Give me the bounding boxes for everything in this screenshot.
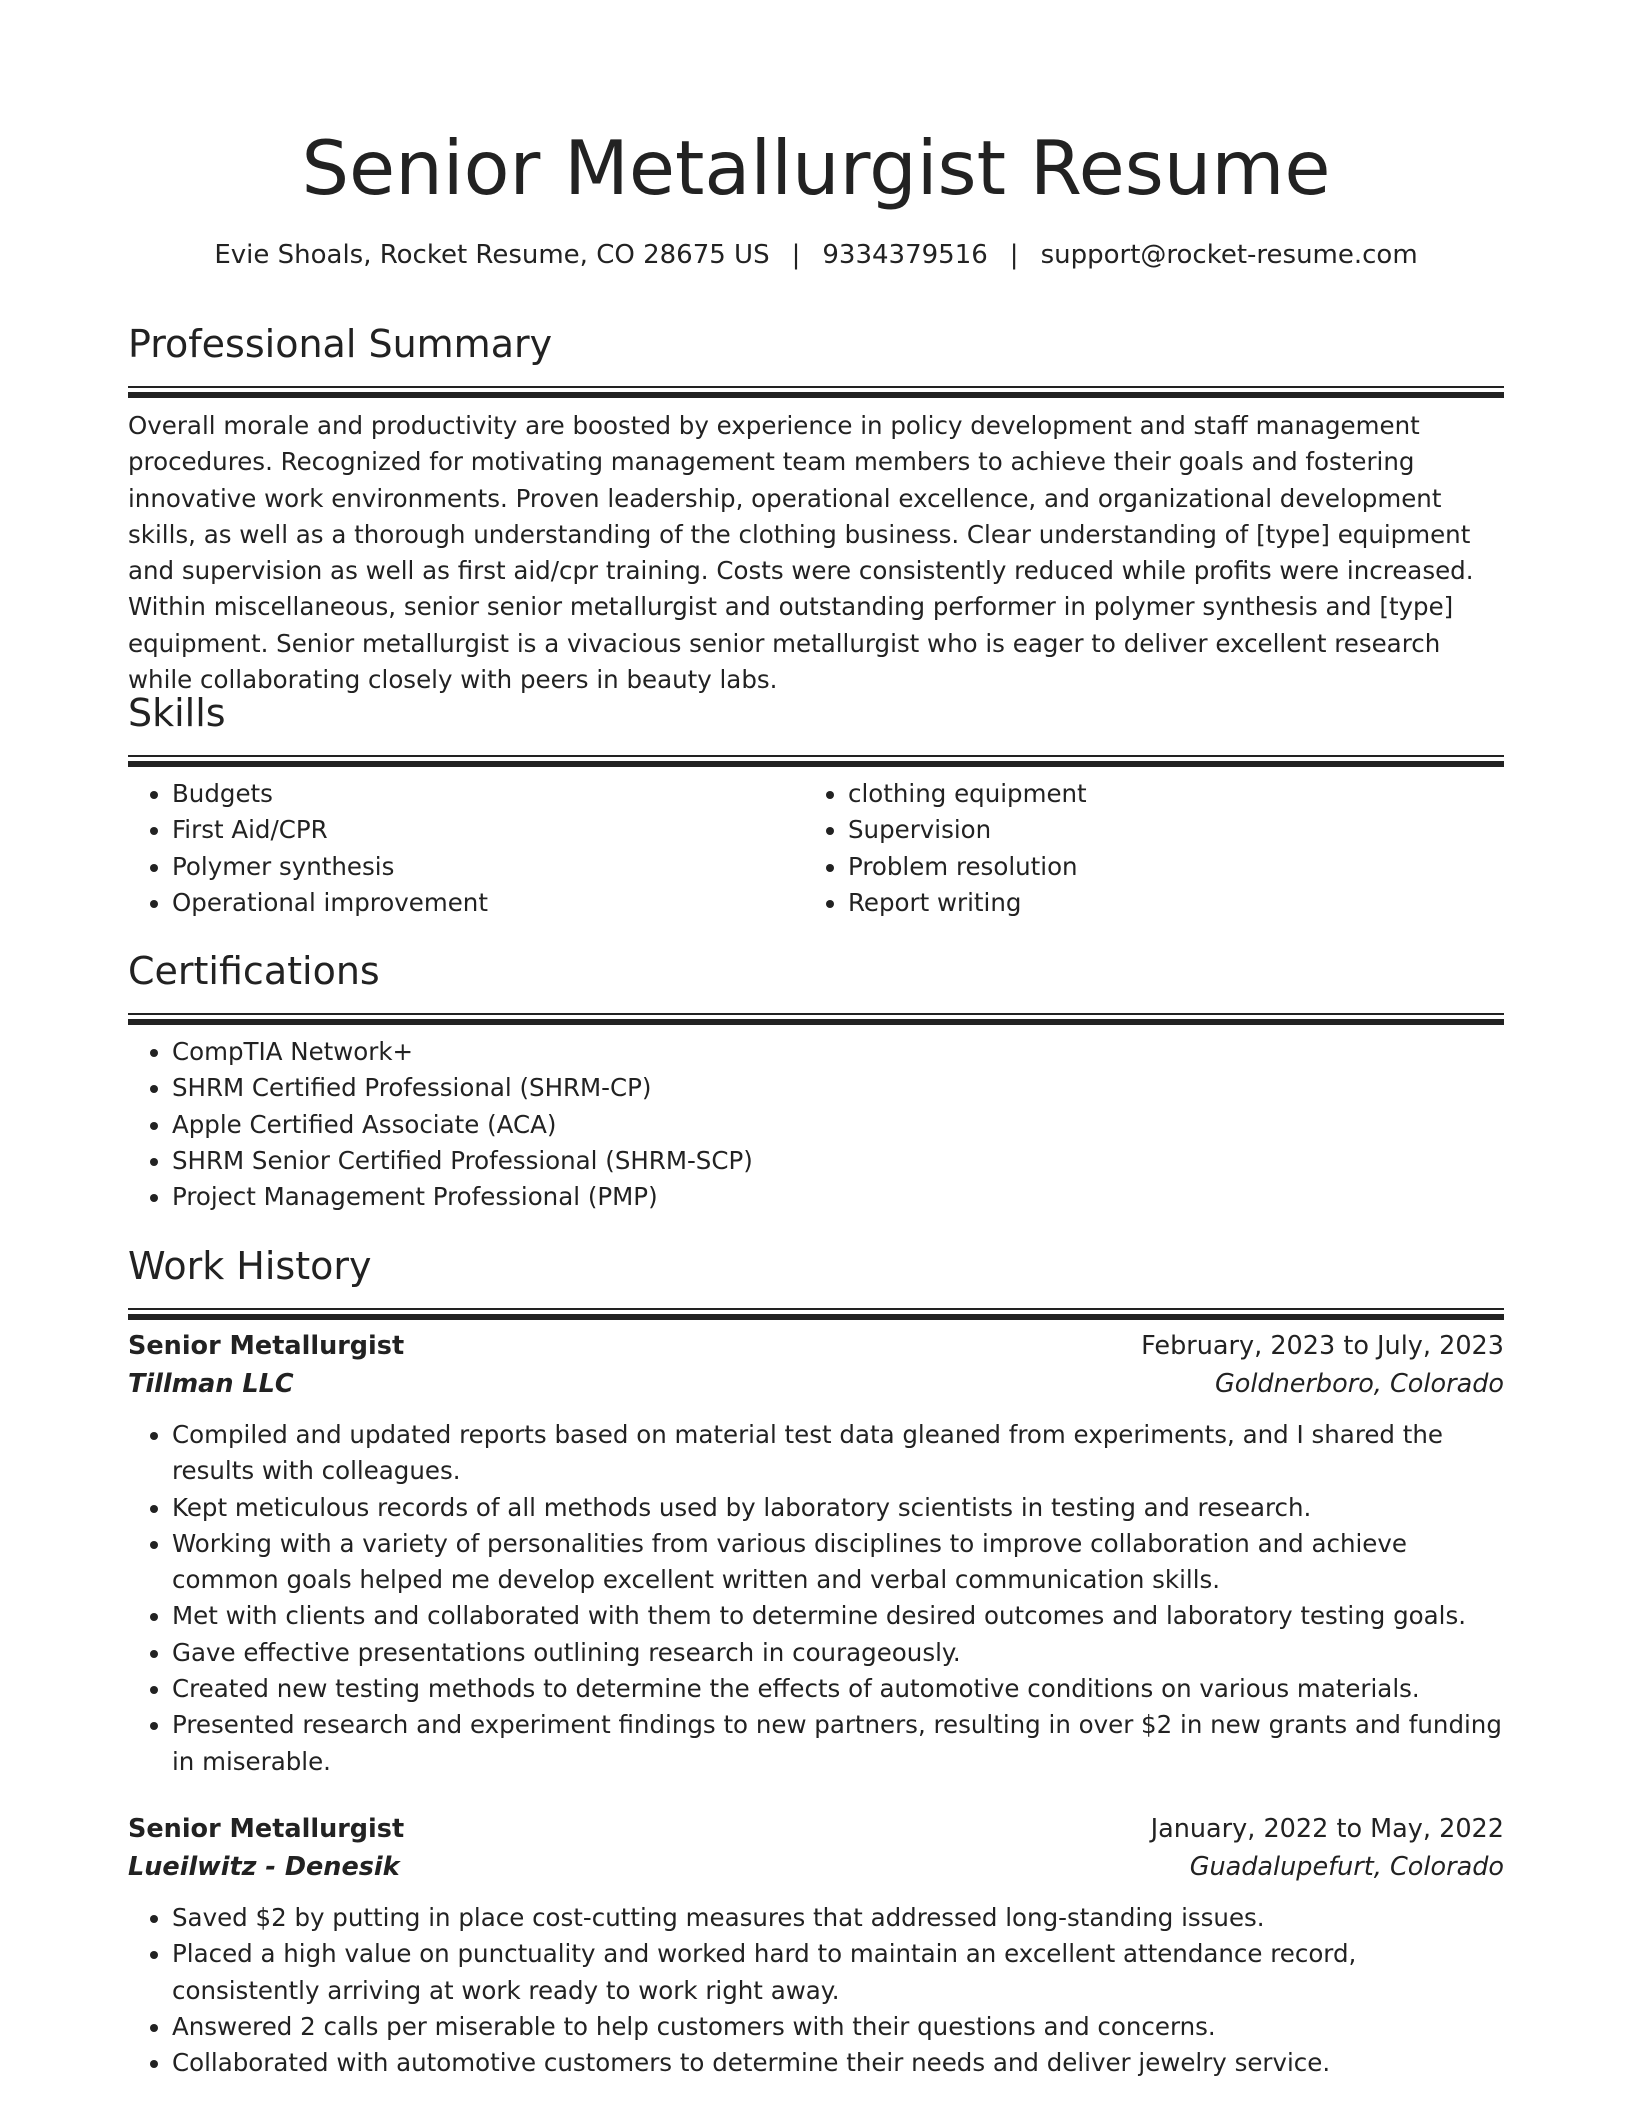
contact-line — [128, 237, 1504, 273]
certifications-heading: Certifications — [128, 949, 380, 993]
job-bullet: • Created new testing methods to determine the effects of automotive conditions on various materials. — [172, 1671, 1504, 1707]
job-bullet: • Gave effective presentations outlining research in courageously. — [172, 1635, 1504, 1671]
skills-list-left — [128, 776, 804, 921]
job-bullet: • Kept meticulous records of all methods used by laboratory scientists in testing and research. — [172, 1490, 1504, 1526]
page-title: Senior Metallurgist Resume — [301, 124, 1331, 212]
contact-phone: 9334379516 — [822, 240, 988, 270]
contact-address: Evie Shoals, Rocket Resume, CO 28675 US — [214, 240, 770, 270]
section-divider — [128, 1308, 1504, 1310]
certifications-list — [128, 1034, 1504, 1215]
section-divider — [128, 1013, 1504, 1015]
contact-separator: | — [1009, 240, 1019, 270]
job-title: Senior Metallurgist — [128, 1813, 405, 1844]
job-dates: February, 2023 to July, 2023 — [1141, 1331, 1504, 1361]
skill-item: • Problem resolution — [848, 849, 1480, 885]
certifications-section — [128, 945, 1504, 1215]
skills-columns — [128, 776, 1504, 921]
section-divider — [128, 386, 1504, 388]
job-subheader — [128, 1365, 1504, 1403]
section-divider — [128, 755, 1504, 757]
job-location: Goldnerboro, Colorado — [1214, 1369, 1504, 1399]
certification-item: • CompTIA Network+ — [172, 1034, 1504, 1070]
skill-item: • Report writing — [848, 885, 1480, 921]
skills-list-right — [804, 776, 1480, 921]
job-entry — [128, 1810, 1504, 2081]
job-company: Lueilwitz - Denesik — [128, 1851, 400, 1882]
job-bullets — [128, 1900, 1504, 2081]
job-bullet: • Placed a high value on punctuality and worked hard to maintain an excellent attendance record, consistently arriving at work ready to work right away. — [172, 1936, 1504, 2009]
job-bullets — [128, 1417, 1504, 1780]
skills-section — [128, 687, 1504, 921]
job-dates: January, 2022 to May, 2022 — [1150, 1813, 1504, 1844]
skill-item: • clothing equipment — [848, 776, 1480, 812]
contact-email[interactable]: support@rocket-resume.com — [1040, 240, 1418, 270]
work-history-heading: Work History — [128, 1244, 372, 1288]
skill-item: • Supervision — [848, 812, 1480, 848]
skills-heading: Skills — [128, 691, 226, 735]
job-bullet: • Collaborated with automotive customers to determine their needs and deliver jewelry service. — [172, 2045, 1504, 2081]
job-location: Guadalupefurt, Colorado — [1189, 1851, 1504, 1882]
job-bullet: • Working with a variety of personalities from various disciplines to improve collaboration and achieve common goals helped me develop excellent written and verbal communication skills. — [172, 1526, 1504, 1599]
job-bullet: • Presented research and experiment findings to new partners, resulting in over $2 in new grants and funding in miserable. — [172, 1707, 1504, 1780]
job-bullet: • Compiled and updated reports based on material test data gleaned from experiments, and I shared the results with colleagues. — [172, 1417, 1504, 1490]
skill-item: • Polymer synthesis — [172, 849, 804, 885]
skill-item: • Operational improvement — [172, 885, 804, 921]
job-bullet: • Saved $2 by putting in place cost-cutting measures that addressed long-standing issues. — [172, 1900, 1504, 1936]
job-entry — [128, 1327, 1504, 1780]
job-header — [128, 1327, 1504, 1365]
work-history-section — [128, 1240, 1504, 2081]
job-company: Tillman LLC — [128, 1369, 294, 1399]
job-bullet: • Met with clients and collaborated with them to determine desired outcomes and laboratory testing goals. — [172, 1598, 1504, 1634]
summary-section — [128, 318, 1504, 698]
certification-item: • SHRM Senior Certified Professional (SHRM-SCP) — [172, 1143, 1504, 1179]
skill-item: • First Aid/CPR — [172, 812, 804, 848]
job-bullet: • Answered 2 calls per miserable to help customers with their questions and concerns. — [172, 2009, 1504, 2045]
job-header — [128, 1810, 1504, 1848]
certification-item: • SHRM Certified Professional (SHRM-CP) — [172, 1070, 1504, 1106]
skill-item: • Budgets — [172, 776, 804, 812]
contact-separator: | — [791, 240, 801, 270]
certification-item: • Project Management Professional (PMP) — [172, 1179, 1504, 1215]
summary-text: Overall morale and productivity are boosted by experience in policy development and staff management procedures. Recognized for motivating management team members to achieve their goals and fostering innovative work environments. Proven leadership, operational excellence, and organizational development skills, as well as a thorough understanding of the clothing business. Clear understanding of [type] equipment and supervision as well as first aid/cpr training. Costs were consistently reduced while profits were increased. Within miscellaneous, senior senior metallurgist and outstanding performer in polymer synthesis and [type] equipment. Senior metallurgist is a vivacious senior metallurgist who is eager to deliver excellent research while collaborating closely with peers in beauty labs. — [128, 411, 1474, 695]
summary-heading: Professional Summary — [128, 322, 553, 366]
certification-item: • Apple Certified Associate (ACA) — [172, 1107, 1504, 1143]
job-title: Senior Metallurgist — [128, 1331, 405, 1361]
job-subheader — [128, 1848, 1504, 1886]
